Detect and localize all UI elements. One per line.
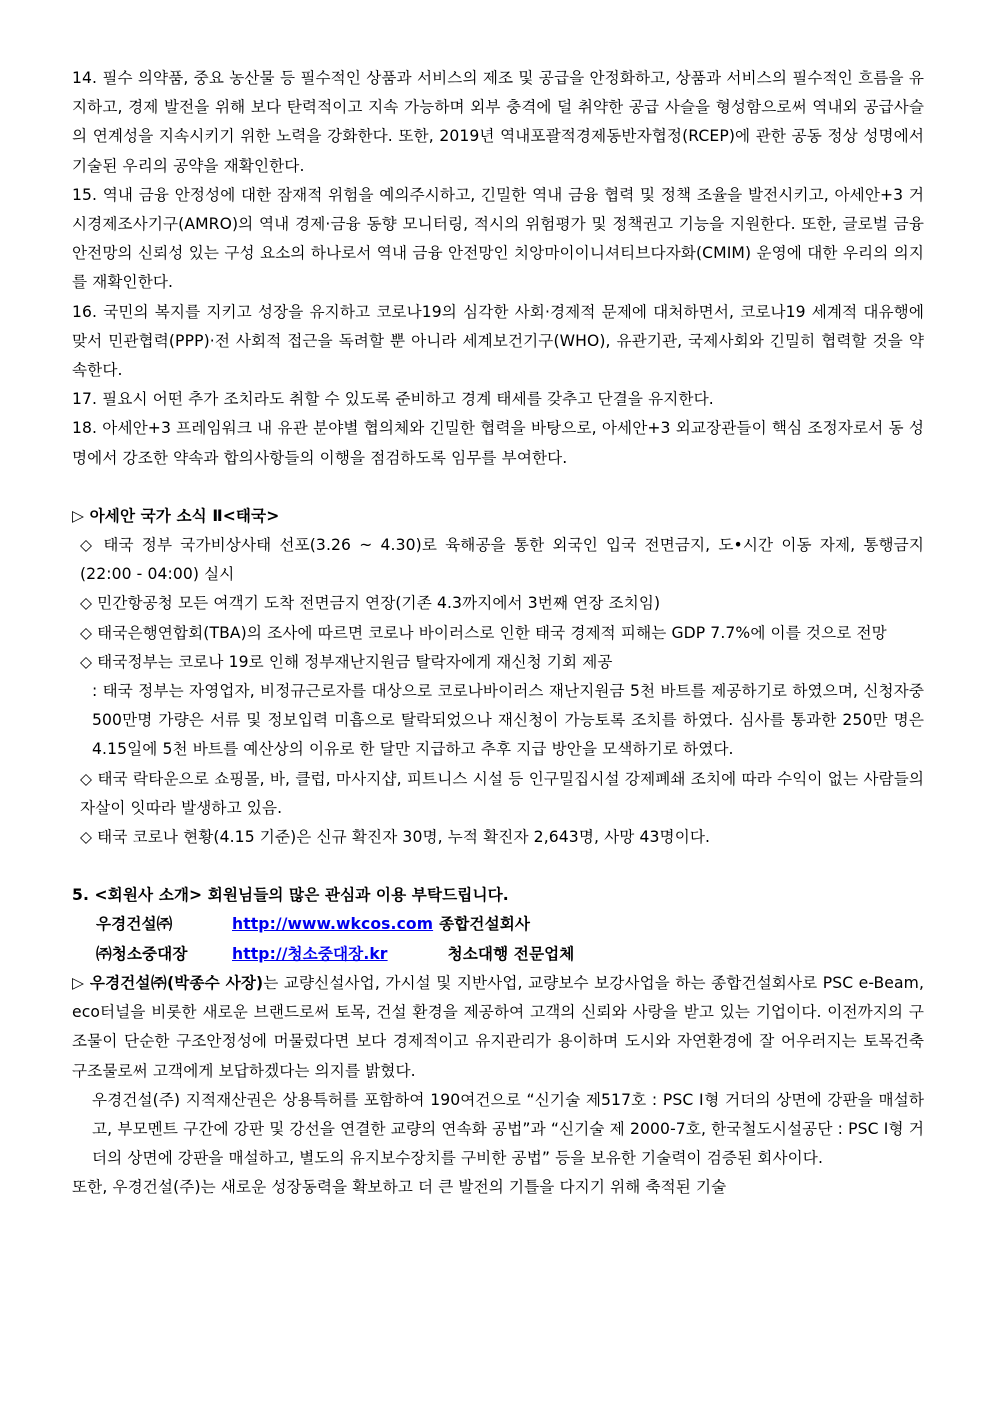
article-18: 18. 아세안+3 프레임워크 내 유관 분야별 협의체와 긴밀한 협력을 바탕으로, 아세안+3 외교장관들이 핵심 조정자로서 동 성명에서 강조한 약속과 합의사항들의 이행을 점검하도록 임무를 부여한다. — [72, 419, 924, 467]
thailand-item-5: ◇ 태국 락타운으로 쇼핑몰, 바, 클럽, 마사지샵, 피트니스 시설 등 인구밀집시설 강제폐쇄 조치에 따라 수익이 없는 사람들의 자살이 잇따라 발생하고 있음. — [80, 769, 924, 817]
thailand-item-4-detail: : 태국 정부는 자영업자, 비정규근로자를 대상으로 코로나바이러스 재난지원금 5천 바트를 제공하기로 하였으며, 신청자중 500만명 가량은 서류 및 정보입력 미흡으로 탈락되었으나 재신청이 가능토록 조치를 하였다. 심사를 통과한 250만 명은 4.15일에 5천 바트를 예산상의 이유로 한 달만 지급하고 추후 지급 방안을 모색하기로 하였다. — [92, 682, 924, 759]
woogyeong-more: 또한, 우경건설(주)는 새로운 성장동력을 확보하고 더 큰 발전의 기틀을 다지기 위해 축적된 기술 — [72, 1178, 727, 1197]
section-5-heading: 5. <회원사 소개> 회원님들의 많은 관심과 이용 부탁드립니다. — [72, 886, 509, 905]
article-14: 14. 필수 의약품, 중요 농산물 등 필수적인 상품과 서비스의 제조 및 공급을 안정화하고, 상품과 서비스의 필수적인 흐름을 유지하고, 경제 발전을 위해 보다 탄력적이고 지속 가능하며 외부 충격에 덜 취약한 공급 사슬을 형성함으로써 역내외 공급사슬의 연계성을 지속시키기 위한 노력을 강화한다. 또한, 2019년 역내포괄적경제동반자협정(RCEP)에 관한 공동 정상 성명에서 기술된 우리의 공약을 재확인한다. — [72, 69, 924, 175]
thailand-item-4: ◇ 태국정부는 코로나 19로 인해 정부재난지원금 탈락자에게 재신청 기회 제공 — [80, 652, 613, 671]
spacer — [72, 473, 924, 502]
asean-news-heading: ▷ 아세안 국가 소식 Ⅱ<태국> — [72, 506, 280, 525]
woogyeong-intro — [72, 969, 924, 1086]
intro-text: 는 교량신설사업, 가시설 및 지반사업, 교량보수 보강사업을 하는 종합건설회사로 PSC e-Beam, eco터널을 비롯한 새로운 브랜드로써 토목, 건설 환경을 제공하여 고객의 신뢰와 사랑을 받고 있는 기업이다. 이전까지의 구조물이 단순한 구조안정성에 머물렀다면 보다 경제적이고 유지관리가 용이하며 도시와 자연환경에 잘 어우러지는 토목건축 구조물로써 고객에게 보답하겠다는 의지를 밝혔다. — [72, 973, 924, 1080]
document-page — [72, 64, 924, 1203]
arrow-bullet: ▷ — [72, 973, 90, 992]
thailand-item-6: ◇ 태국 코로나 현황(4.15 기준)은 신규 확진자 30명, 누적 확진자 2,643명, 사망 43명이다. — [80, 828, 711, 847]
member-row-woogyeong — [72, 910, 924, 939]
member-name: ㈜청소중대장 — [96, 944, 188, 963]
spacer — [72, 852, 924, 881]
company-name: 우경건설㈜(박종수 사장) — [89, 973, 264, 992]
article-17: 17. 필요시 어떤 추가 조치라도 취할 수 있도록 준비하고 경계 태세를 갖추고 단결을 유지한다. — [72, 390, 714, 409]
article-16: 16. 국민의 복지를 지키고 성장을 유지하고 코로나19의 심각한 사회·경제적 문제에 대처하면서, 코로나19 세계적 대유행에 맞서 민관협력(PPP)·전 사회적 접근을 독려할 뿐 아니라 세계보건기구(WHO), 유관기관, 국제사회와 긴밀히 협력할 것을 약속한다. — [72, 302, 924, 380]
thailand-item-2: ◇ 민간항공청 모든 여객기 도착 전면금지 연장(기존 4.3까지에서 3번째 연장 조치임) — [80, 594, 661, 613]
member-link[interactable]: http://www.wkcos.com — [232, 915, 434, 934]
woogyeong-ip: 우경건설(주) 지적재산권은 상용특허를 포함하여 190여건으로 “신기술 제517호 : PSC Ⅰ형 거더의 상면에 강판을 매설하고, 부모멘트 구간에 강판 및 강선을 연결한 교량의 연속화 공법”과 “신기술 제 2000-7호, 한국철도시설공단 : PSC Ⅰ형 거더의 상면에 강판을 매설하고, 별도의 유지보수장치를 구비한 공법” 등을 보유한 기술력이 검증된 회사이다. — [92, 1090, 924, 1168]
member-name: 우경건설㈜ — [96, 915, 173, 934]
member-row-cheongso — [72, 940, 924, 969]
member-description: 청소대행 전문업체 — [447, 944, 575, 963]
article-15: 15. 역내 금융 안정성에 대한 잠재적 위험을 예의주시하고, 긴밀한 역내 금융 협력 및 정책 조율을 발전시키고, 아세안+3 거시경제조사기구(AMRO)의 역내 경제·금융 동향 모니터링, 적시의 위험평가 및 정책권고 기능을 지원한다. 또한, 글로벌 금융 안전망의 신뢰성 있는 구성 요소의 하나로서 역내 금융 안전망인 치앙마이이니셔티브다자화(CMIM) 운영에 대한 우리의 의지를 재확인한다. — [72, 185, 924, 292]
member-description: 종합건설회사 — [439, 915, 531, 934]
thailand-item-1: ◇ 태국 정부 국가비상사태 선포(3.26 ~ 4.30)로 육해공을 통한 외국인 입국 전면금지, 도•시간 이동 자제, 통행금지(22:00 - 04:00) 실시 — [80, 536, 924, 584]
member-link[interactable]: http://청소중대장.kr — [232, 944, 388, 963]
thailand-item-3: ◇ 태국은행연합회(TBA)의 조사에 따르면 코로나 바이러스로 인한 태국 경제적 피해는 GDP 7.7%에 이를 것으로 전망 — [80, 623, 887, 642]
